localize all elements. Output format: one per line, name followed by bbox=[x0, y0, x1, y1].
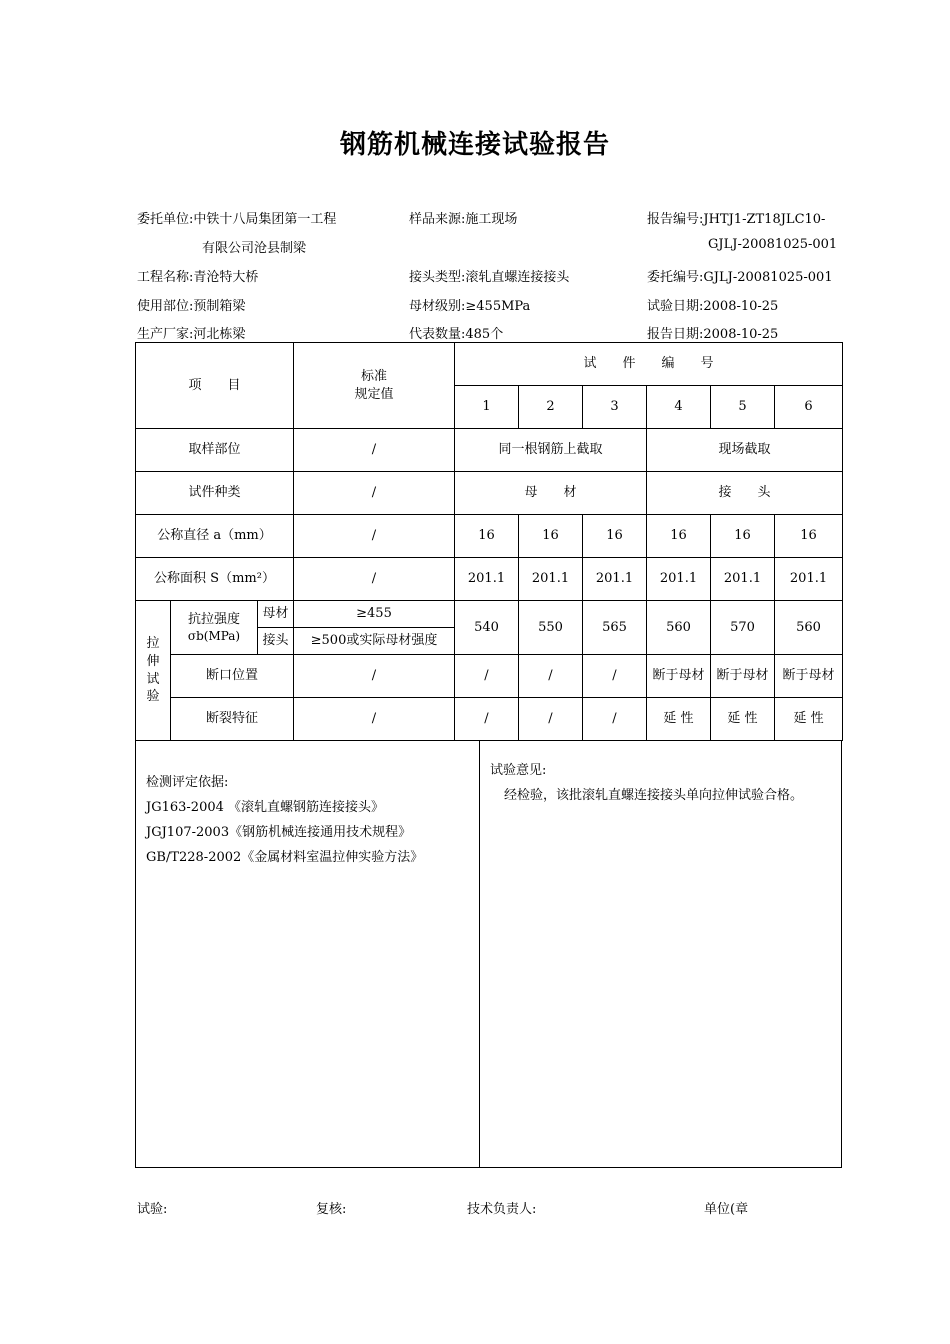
diameter-value: 16 bbox=[583, 515, 647, 558]
fracture-feature-value: 延 性 bbox=[647, 698, 711, 741]
diameter-value: 16 bbox=[647, 515, 711, 558]
area-value: 201.1 bbox=[711, 558, 775, 601]
strength-row-base bbox=[136, 601, 843, 628]
diameter-row bbox=[136, 515, 843, 558]
tech-lead-signature: 技术负责人: bbox=[467, 1202, 537, 1217]
sampling-joint: 现场截取 bbox=[647, 429, 843, 472]
diameter-value: 16 bbox=[775, 515, 843, 558]
opinion-heading: 试验意见: bbox=[490, 763, 547, 778]
area-row bbox=[136, 558, 843, 601]
strength-value: 570 bbox=[711, 601, 775, 655]
tensile-char: 伸 bbox=[146, 653, 160, 669]
type-base: 母 材 bbox=[455, 472, 647, 515]
fracture-position-value: / bbox=[583, 655, 647, 698]
fracture-feature-value: 延 性 bbox=[775, 698, 843, 741]
standard-header bbox=[294, 343, 455, 429]
strength-value: 560 bbox=[647, 601, 711, 655]
header-row-1 bbox=[136, 343, 843, 386]
fracture-feature-standard: / bbox=[294, 698, 455, 741]
area-value: 201.1 bbox=[455, 558, 519, 601]
tensile-char: 试 bbox=[146, 671, 160, 687]
test-date: 试验日期:2008-10-25 bbox=[647, 299, 779, 314]
base-material-label: 母材 bbox=[258, 601, 294, 628]
diameter-standard: / bbox=[294, 515, 455, 558]
usage-location: 使用部位:预制箱梁 bbox=[137, 299, 246, 314]
joint-label: 接头 bbox=[258, 628, 294, 655]
client-unit-line-1: 委托单位:中铁十八局集团第一工程 bbox=[137, 212, 337, 227]
standard-header-line-2: 规定值 bbox=[354, 386, 394, 402]
diameter-value: 16 bbox=[711, 515, 775, 558]
specimen-id: 5 bbox=[711, 386, 775, 429]
fracture-position-value: 断于母材 bbox=[647, 655, 711, 698]
basis-line: JGJ107-2003《钢筋机械连接通用技术规程》 bbox=[146, 825, 412, 840]
report-number-line-1: 报告编号:JHTJ1-ZT18JLC10- bbox=[647, 212, 826, 227]
reviewer-signature: 复核: bbox=[316, 1202, 347, 1217]
fracture-position-label: 断口位置 bbox=[171, 655, 294, 698]
diameter-value: 16 bbox=[519, 515, 583, 558]
sampling-row bbox=[136, 429, 843, 472]
test-results-table bbox=[135, 342, 843, 741]
sampling-label: 取样部位 bbox=[136, 429, 294, 472]
joint-type: 接头类型:滚轧直螺连接接头 bbox=[409, 270, 570, 285]
strength-value: 550 bbox=[519, 601, 583, 655]
joint-standard: ≥500或实际母材强度 bbox=[294, 628, 455, 655]
fracture-feature-value: 延 性 bbox=[711, 698, 775, 741]
specimen-id: 6 bbox=[775, 386, 843, 429]
report-date: 报告日期:2008-10-25 bbox=[647, 327, 779, 342]
sample-source: 样品来源:施工现场 bbox=[409, 212, 518, 227]
opinion-text: 经检验，该批滚轧直螺连接接头单向拉伸试验合格。 bbox=[504, 788, 804, 803]
basis-heading: 检测评定依据: bbox=[146, 775, 229, 790]
basis-line: GB/T228-2002《金属材料室温拉伸实验方法》 bbox=[146, 850, 424, 865]
type-row bbox=[136, 472, 843, 515]
fracture-position-row bbox=[136, 655, 843, 698]
project-name: 工程名称:青沧特大桥 bbox=[137, 270, 259, 285]
specimen-id: 4 bbox=[647, 386, 711, 429]
manufacturer: 生产厂家:河北栋梁 bbox=[137, 327, 246, 342]
sampling-standard: / bbox=[294, 429, 455, 472]
specimen-id: 1 bbox=[455, 386, 519, 429]
type-standard: / bbox=[294, 472, 455, 515]
report-number-line-2: GJLJ-20081025-001 bbox=[708, 237, 838, 252]
client-unit-line-2: 有限公司沧县制梁 bbox=[202, 241, 307, 256]
fracture-position-value: 断于母材 bbox=[711, 655, 775, 698]
specimen-id: 2 bbox=[519, 386, 583, 429]
quantity: 代表数量:485个 bbox=[409, 327, 504, 342]
item-header: 项 目 bbox=[136, 343, 294, 429]
fracture-position-value: / bbox=[455, 655, 519, 698]
tensile-char: 拉 bbox=[146, 636, 160, 652]
specimen-id: 3 bbox=[583, 386, 647, 429]
fracture-position-value: / bbox=[519, 655, 583, 698]
strength-value: 565 bbox=[583, 601, 647, 655]
strength-label-line-2: σb(MPa) bbox=[187, 629, 241, 644]
area-value: 201.1 bbox=[519, 558, 583, 601]
fracture-position-standard: / bbox=[294, 655, 455, 698]
diameter-value: 16 bbox=[455, 515, 519, 558]
report-title: 钢筋机械连接试验报告 bbox=[339, 130, 610, 160]
type-label: 试件种类 bbox=[136, 472, 294, 515]
conclusion-box bbox=[135, 740, 842, 1168]
area-value: 201.1 bbox=[775, 558, 843, 601]
test-opinion bbox=[480, 740, 841, 1185]
area-value: 201.1 bbox=[583, 558, 647, 601]
commission-number: 委托编号:GJLJ-20081025-001 bbox=[647, 270, 833, 285]
unit-stamp: 单位(章 bbox=[704, 1202, 749, 1217]
material-grade: 母材级别:≥455MPa bbox=[409, 299, 531, 314]
tensile-test-group-label bbox=[136, 601, 171, 741]
fracture-feature-label: 断裂特征 bbox=[171, 698, 294, 741]
type-joint: 接 头 bbox=[647, 472, 843, 515]
standard-header-line-1: 标准 bbox=[360, 368, 387, 384]
basis-line: JG163-2004 《滚轧直螺钢筋连接接头》 bbox=[146, 800, 385, 815]
tester-signature: 试验: bbox=[137, 1202, 168, 1217]
strength-value: 560 bbox=[775, 601, 843, 655]
area-standard: / bbox=[294, 558, 455, 601]
base-material-standard: ≥455 bbox=[294, 601, 455, 628]
area-value: 201.1 bbox=[647, 558, 711, 601]
evaluation-basis bbox=[136, 740, 480, 1167]
diameter-label: 公称直径 a（mm） bbox=[136, 515, 294, 558]
fracture-feature-row bbox=[136, 698, 843, 741]
tensile-char: 验 bbox=[146, 689, 160, 705]
fracture-position-value: 断于母材 bbox=[775, 655, 843, 698]
fracture-feature-value: / bbox=[455, 698, 519, 741]
fracture-feature-value: / bbox=[583, 698, 647, 741]
strength-label-line-1: 抗拉强度 bbox=[187, 611, 240, 627]
fracture-feature-value: / bbox=[519, 698, 583, 741]
area-label: 公称面积 S（mm²） bbox=[136, 558, 294, 601]
sampling-base: 同一根钢筋上截取 bbox=[455, 429, 647, 472]
specimen-number-header: 试 件 编 号 bbox=[455, 343, 843, 386]
strength-label bbox=[171, 601, 258, 655]
strength-value: 540 bbox=[455, 601, 519, 655]
